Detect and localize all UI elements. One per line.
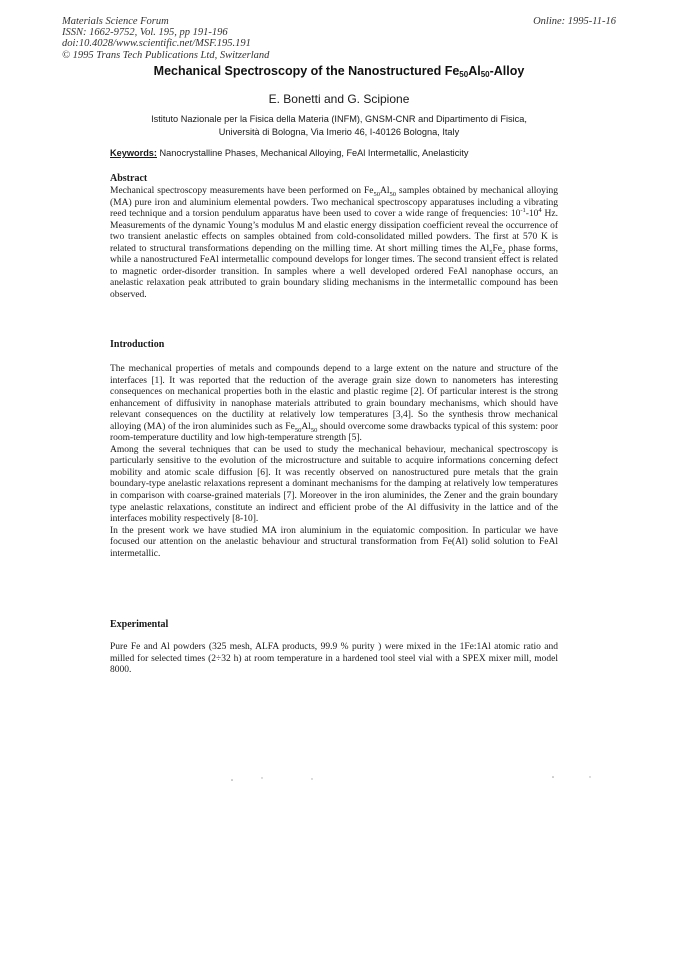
title-sub-1: 50: [459, 70, 469, 79]
authors: E. Bonetti and G. Scipione: [268, 92, 410, 106]
scan-speck: [552, 776, 554, 778]
affiliation-line-2: Università di Bologna, Via Imerio 46, I-40126 Bologna, Italy: [218, 126, 460, 137]
journal-name: Materials Science Forum: [62, 16, 169, 27]
copyright-line: © 1995 Trans Tech Publications Ltd, Switzerland: [62, 49, 270, 61]
introduction-heading: Introduction: [110, 339, 165, 350]
doi-line: doi:10.4028/www.scientific.net/MSF.195.191: [62, 38, 251, 50]
experimental-heading: Experimental: [110, 619, 169, 630]
online-date: Online: 1995-11-16: [533, 16, 616, 27]
scan-speck: [261, 777, 262, 778]
keywords-label: Keywords:: [110, 148, 157, 158]
affiliation-line-1: Istituto Nazionale per la Fisica della Materia (INFM), GNSM-CNR and Dipartimento di Fisica,: [151, 114, 527, 124]
abstract-heading: Abstract: [110, 173, 148, 184]
experimental-paragraph: Pure Fe and Al powders (325 mesh, ALFA products, 99.9 % purity ) were mixed in the 1Fe:1Al atomic ratio and milled for selected times (2÷32 h) at room temperature in a hardened tool steel vial with a SPEX mixer mill, model 8000.: [110, 642, 558, 676]
scan-speck: [231, 779, 233, 781]
title-sub-2: 50: [480, 70, 490, 79]
title-suffix: -Alloy: [489, 64, 525, 78]
scan-speck: [311, 778, 312, 779]
issn-line: ISSN: 1662-9752, Vol. 195, pp 191-196: [62, 27, 228, 39]
title-prefix: Mechanical Spectroscopy of the Nanostructured Fe: [153, 64, 460, 78]
keywords-text: Nanocrystalline Phases, Mechanical Alloying, FeAl Intermetallic, Anelasticity: [156, 148, 469, 158]
scan-speck: [589, 776, 590, 777]
intro-paragraph-1: The mechanical properties of metals and compounds depend to a large extent on the nature and structure of the interfaces [1]. It was reported that the reduction of the average grain size down to nanometers has interesting consequences on mechanical properties both in the elastic and plastic regime [2]. Of particular interest is the strong enhancement of diffusivity in nanophase materials attributed to grain boundary mechanisms, which should have relevant consequences on the ductility at relatively low temperatures [3,4]. So the synthesis throw mechanical alloying (MA) of the iron aluminides such as $Fe_{50}Al_{50}$ should overcome some drawbacks typical of this system: poor room-temperature ductility and low high-temperature strength [5].: [110, 364, 558, 444]
abstract-paragraph: Mechanical spectroscopy measurements have been performed on $Fe_{50}Al_{50}$ samples obtained by mechanical alloying (MA) pure iron and aluminium elemental powders. Two mechanical spectroscopy apparatuses including a vibrating reed technique and a torsion pendulum apparatus have been used to cover a wide range of frequencies: $10^{-1}-10^4$ Hz. Measurements of the dynamic Young’s modulus M and elastic energy dissipation coefficient reveal the occurrence of two transient anelastic effects on samples obtained from cold-consolidated milled powders. The first at 570 K is related to structural transformations depending on the milling time. At short milling times the $Al_5Fe_2$ phase forms, while a nanostructured FeAl intermetallic compound develops for longer times. The second transient effect is related to magnetic order-disorder transition. In samples where a well developed ordered FeAl nanophase occurs, an anelastic relaxation peak attributed to grain boundary sliding mechanisms in the intermetallic compound has been observed.: [110, 186, 559, 300]
intro-paragraph-3: In the present work we have studied MA iron aluminium in the equiatomic composition. In particular we have focused our attention on the anelastic behaviour and structural transformation from Fe(Al) solid solution to FeAl intermetallic.: [110, 525, 558, 559]
intro-paragraph-2: Among the several techniques that can be used to study the mechanical behaviour, mechanical spectroscopy is particularly sensitive to the evolution of the microstructure and suitable to acquire informations concerning defect mobility and atomic scale diffusion [6]. It was recently observed on nanostructured pure metals that the grain boundary-type anelastic relaxations represent a dominant mechanisms for the damping at relatively low temperatures in comparison with coarse-grained materials [7]. Moreover in the iron aluminides, the Zener and the grain boundary type anelastic relaxations, constitute an indirect and efficient probe of the Al diffusivity in the lattice and of the interfaces mobility respectively [8-10].: [110, 444, 558, 525]
title-mid: Al: [468, 64, 481, 78]
